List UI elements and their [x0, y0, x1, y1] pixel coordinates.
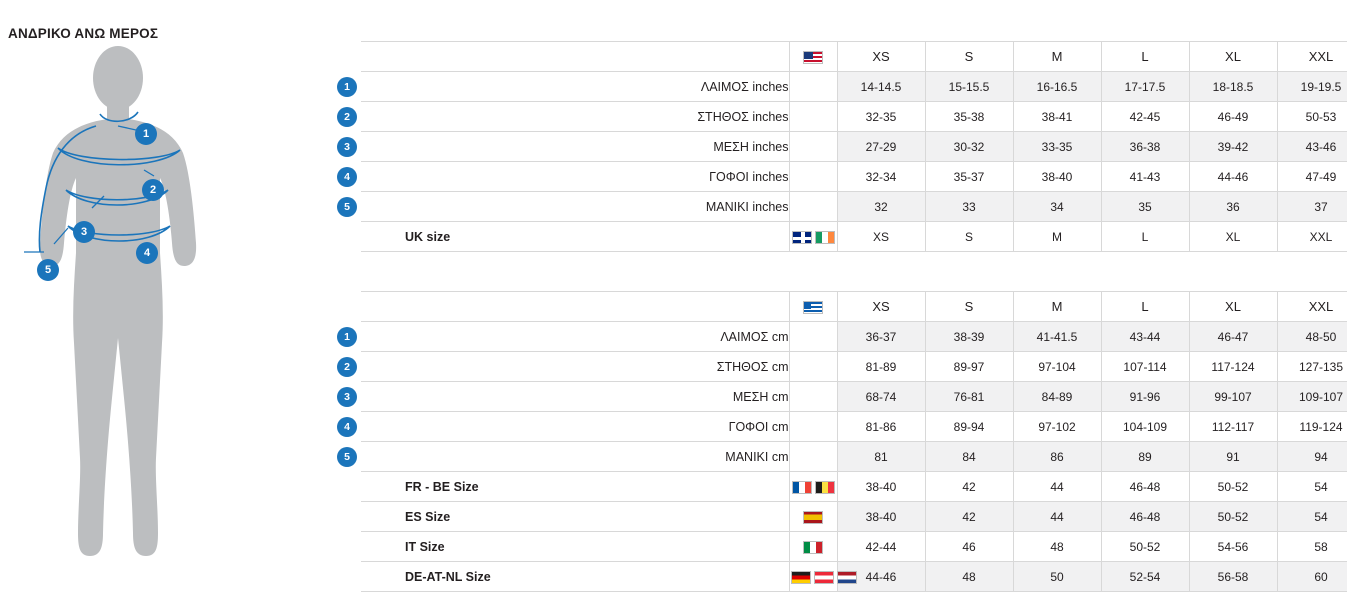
cell-s: 35-37 [925, 162, 1013, 192]
header-num-spacer [337, 42, 361, 72]
col-header-m: M [1013, 42, 1101, 72]
cell-xs: 81 [837, 442, 925, 472]
row-label: ΓΟΦΟΙ inches [361, 162, 789, 192]
cell-l: 52-54 [1101, 562, 1189, 592]
cell-xxl: 119-124 [1277, 412, 1347, 442]
table-header-row [337, 292, 1347, 322]
cell-m: 44 [1013, 502, 1101, 532]
cell-l: 107-114 [1101, 352, 1189, 382]
table-row [337, 442, 1347, 472]
size-table-imperial [337, 41, 1347, 252]
row-bullet: 1 [337, 322, 361, 352]
row-bullet-none [337, 532, 361, 562]
row-bullet: 5 [337, 442, 361, 472]
row-bullet: 4 [337, 162, 361, 192]
cell-l: 91-96 [1101, 382, 1189, 412]
cell-xl: 56-58 [1189, 562, 1277, 592]
cell-s: 38-39 [925, 322, 1013, 352]
flag-gr-icon [789, 292, 837, 322]
flag-es-icon [789, 502, 837, 532]
header-label-spacer [361, 42, 789, 72]
cell-s: 30-32 [925, 132, 1013, 162]
row-bullet: 3 [337, 382, 361, 412]
cell-xxl: 50-53 [1277, 102, 1347, 132]
cell-m: 34 [1013, 192, 1101, 222]
cell-l: 89 [1101, 442, 1189, 472]
cell-m: 44 [1013, 472, 1101, 502]
table-row [337, 132, 1347, 162]
cell-l: L [1101, 222, 1189, 252]
cell-xxl: 54 [1277, 502, 1347, 532]
cell-l: 41-43 [1101, 162, 1189, 192]
row-label: ΓΟΦΟΙ cm [361, 412, 789, 442]
table-row-de-at-nl-size [337, 562, 1347, 592]
col-header-xs: XS [837, 42, 925, 72]
table-row [337, 352, 1347, 382]
row-flag-none [789, 72, 837, 102]
cell-xxl: XXL [1277, 222, 1347, 252]
cell-xl: 36 [1189, 192, 1277, 222]
row-flag-none [789, 412, 837, 442]
cell-l: 17-17.5 [1101, 72, 1189, 102]
row-bullet-none [337, 502, 361, 532]
cell-xxl: 127-135 [1277, 352, 1347, 382]
row-flag-none [789, 382, 837, 412]
table-row [337, 412, 1347, 442]
cell-l: 104-109 [1101, 412, 1189, 442]
cell-xl: 112-117 [1189, 412, 1277, 442]
table-row-es-size [337, 502, 1347, 532]
row-flag-none [789, 162, 837, 192]
cell-s: 35-38 [925, 102, 1013, 132]
row-label: UK size [361, 222, 789, 252]
cell-s: 84 [925, 442, 1013, 472]
cell-s: 42 [925, 472, 1013, 502]
col-header-xl: XL [1189, 42, 1277, 72]
table-row [337, 382, 1347, 412]
cell-xl: 44-46 [1189, 162, 1277, 192]
row-label: ΜΕΣΗ inches [361, 132, 789, 162]
cell-s: 48 [925, 562, 1013, 592]
cell-xs: 68-74 [837, 382, 925, 412]
cell-m: 97-102 [1013, 412, 1101, 442]
cell-xxl: 94 [1277, 442, 1347, 472]
row-label: ΣΤΗΘΟΣ inches [361, 102, 789, 132]
cell-xxl: 58 [1277, 532, 1347, 562]
cell-xxl: 60 [1277, 562, 1347, 592]
table-row [337, 102, 1347, 132]
row-bullet-none [337, 222, 361, 252]
flag-uk-ie-icons [789, 222, 837, 252]
cell-s: 89-94 [925, 412, 1013, 442]
cell-xs: 14-14.5 [837, 72, 925, 102]
cell-l: 36-38 [1101, 132, 1189, 162]
cell-xs: 32-35 [837, 102, 925, 132]
cell-xl: 99-107 [1189, 382, 1277, 412]
cell-xs: 42-44 [837, 532, 925, 562]
cell-xs: 81-86 [837, 412, 925, 442]
row-bullet: 2 [337, 352, 361, 382]
cell-xs: 36-37 [837, 322, 925, 352]
cell-xs: 81-89 [837, 352, 925, 382]
cell-xs: 38-40 [837, 472, 925, 502]
cell-m: 48 [1013, 532, 1101, 562]
cell-xs: 44-46 [837, 562, 925, 592]
table-row [337, 162, 1347, 192]
cell-s: 89-97 [925, 352, 1013, 382]
cell-xl: 91 [1189, 442, 1277, 472]
cell-m: 33-35 [1013, 132, 1101, 162]
cell-xl: 117-124 [1189, 352, 1277, 382]
row-bullet: 1 [337, 72, 361, 102]
cell-xs: 32 [837, 192, 925, 222]
body-measurement-figure [8, 38, 328, 598]
cell-xl: 50-52 [1189, 472, 1277, 502]
table-row [337, 322, 1347, 352]
cell-xl: 50-52 [1189, 502, 1277, 532]
flag-fr-be-icons [789, 472, 837, 502]
row-label: ES Size [361, 502, 789, 532]
col-header-xs: XS [837, 292, 925, 322]
row-bullet-none [337, 562, 361, 592]
row-flag-none [789, 322, 837, 352]
col-header-xl: XL [1189, 292, 1277, 322]
cell-xs: XS [837, 222, 925, 252]
row-flag-none [789, 352, 837, 382]
cell-xxl: 47-49 [1277, 162, 1347, 192]
row-bullet: 4 [337, 412, 361, 442]
row-label: IT Size [361, 532, 789, 562]
row-label: ΜΑΝΙΚΙ cm [361, 442, 789, 472]
cell-m: 97-104 [1013, 352, 1101, 382]
cell-s: 42 [925, 502, 1013, 532]
cell-l: 46-48 [1101, 472, 1189, 502]
cell-s: 15-15.5 [925, 72, 1013, 102]
cell-s: 46 [925, 532, 1013, 562]
cell-m: 84-89 [1013, 382, 1101, 412]
cell-m: 38-41 [1013, 102, 1101, 132]
table-row [337, 72, 1347, 102]
male-torso-illustration [8, 38, 328, 598]
header-num-spacer [337, 292, 361, 322]
row-bullet-none [337, 472, 361, 502]
row-label: ΛΑΙΜΟΣ inches [361, 72, 789, 102]
row-label: DE-AT-NL Size [361, 562, 789, 592]
col-header-l: L [1101, 292, 1189, 322]
row-bullet: 2 [337, 102, 361, 132]
cell-l: 46-48 [1101, 502, 1189, 532]
col-header-xxl: XXL [1277, 292, 1347, 322]
figure-marker-1: 1 [135, 123, 157, 145]
cell-xl: 46-49 [1189, 102, 1277, 132]
col-header-l: L [1101, 42, 1189, 72]
cell-s: S [925, 222, 1013, 252]
cell-m: 38-40 [1013, 162, 1101, 192]
cell-m: M [1013, 222, 1101, 252]
cell-xxl: 48-50 [1277, 322, 1347, 352]
figure-marker-5: 5 [37, 259, 59, 281]
cell-xxl: 54 [1277, 472, 1347, 502]
cell-s: 33 [925, 192, 1013, 222]
cell-l: 43-44 [1101, 322, 1189, 352]
flag-de-at-nl-icons [789, 562, 837, 592]
cell-m: 86 [1013, 442, 1101, 472]
cell-l: 50-52 [1101, 532, 1189, 562]
cell-xxl: 37 [1277, 192, 1347, 222]
table-row-fr-be-size [337, 472, 1347, 502]
figure-marker-4: 4 [136, 242, 158, 264]
table-header-row [337, 42, 1347, 72]
cell-l: 42-45 [1101, 102, 1189, 132]
cell-xl: XL [1189, 222, 1277, 252]
row-label: ΜΕΣΗ cm [361, 382, 789, 412]
cell-xs: 27-29 [837, 132, 925, 162]
cell-xl: 18-18.5 [1189, 72, 1277, 102]
figure-marker-3: 3 [73, 221, 95, 243]
row-flag-none [789, 442, 837, 472]
row-label: ΜΑΝΙΚΙ inches [361, 192, 789, 222]
header-label-spacer [361, 292, 789, 322]
row-flag-none [789, 102, 837, 132]
cell-xs: 38-40 [837, 502, 925, 532]
cell-xl: 46-47 [1189, 322, 1277, 352]
cell-xl: 54-56 [1189, 532, 1277, 562]
col-header-m: M [1013, 292, 1101, 322]
cell-xs: 32-34 [837, 162, 925, 192]
cell-m: 16-16.5 [1013, 72, 1101, 102]
cell-m: 41-41.5 [1013, 322, 1101, 352]
row-label: FR - BE Size [361, 472, 789, 502]
size-table-metric [337, 291, 1347, 592]
figure-marker-2: 2 [142, 179, 164, 201]
col-header-s: S [925, 42, 1013, 72]
table-row-uk-size [337, 222, 1347, 252]
row-bullet: 3 [337, 132, 361, 162]
cell-xxl: 19-19.5 [1277, 72, 1347, 102]
table-row-it-size [337, 532, 1347, 562]
cell-s: 76-81 [925, 382, 1013, 412]
col-header-s: S [925, 292, 1013, 322]
cell-xxl: 109-107 [1277, 382, 1347, 412]
cell-xxl: 43-46 [1277, 132, 1347, 162]
page-title: ΑΝΔΡΙΚΟ ΑΝΩ ΜΕΡΟΣ [8, 26, 159, 41]
flag-it-icon [789, 532, 837, 562]
row-flag-none [789, 132, 837, 162]
row-label: ΛΑΙΜΟΣ cm [361, 322, 789, 352]
cell-m: 50 [1013, 562, 1101, 592]
row-label: ΣΤΗΘΟΣ cm [361, 352, 789, 382]
col-header-xxl: XXL [1277, 42, 1347, 72]
cell-l: 35 [1101, 192, 1189, 222]
cell-xl: 39-42 [1189, 132, 1277, 162]
flag-us-icon [789, 42, 837, 72]
row-bullet: 5 [337, 192, 361, 222]
row-flag-none [789, 192, 837, 222]
table-row [337, 192, 1347, 222]
